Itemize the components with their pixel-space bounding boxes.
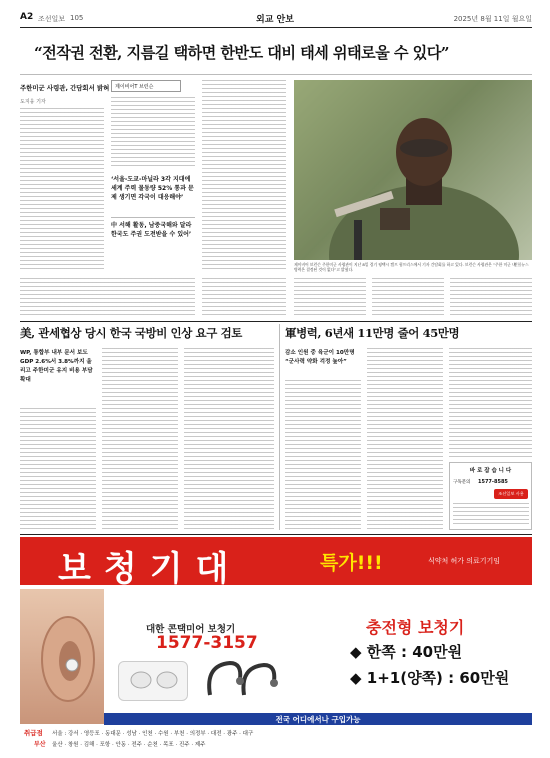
pullquote-label: 제이비어T 브런슨 [115,84,154,90]
ad-tag: 특가!!! [320,552,383,574]
page-header [20,10,532,24]
article-2-headline: 軍병력, 6년새 11만명 줄어 45만명 [285,326,460,340]
top-col-0b-text [20,278,195,318]
ear-photo [20,589,104,724]
correction-box [449,462,532,530]
dealer-list-2: 울산 · 창원 · 김해 · 포항 · 안동 · 전주 · 순천 · 목포 · 진주 · 제주 [52,742,206,748]
pullquote-divider [111,217,195,218]
price-2-value: 60만원 [459,669,510,687]
ad-blue-bar [104,713,532,725]
ad-rule [20,534,532,535]
issue-date: 2025년 8월 11일 월요일 [453,15,532,23]
top-col-6-text [450,278,532,318]
issue-number: 105 [70,14,84,22]
price-row-1 [350,641,462,662]
top-col-1-text [20,108,104,272]
top-col-1b-text [202,278,286,318]
page-number: A2 [20,12,34,22]
ad-product: 충전형 보청기 [366,618,465,637]
ear-icon [20,589,104,724]
section-title: 외교 안보 [256,15,294,25]
paper-name: 조선일보 [38,15,66,23]
hearing-aid-pair-icon [119,662,189,702]
headline-rule [20,74,532,75]
ad-footer-line: 전국 어디에서나 구입가능 [275,715,361,724]
price-row-2 [350,667,509,688]
dealer-list-1: 서울 : 강서 · 영등포 · 동대문 · 성남 · 인천 · 수원 · 부천 · 의정부 · 대전 · 광주 · 대구 [52,731,254,737]
hearing-aid-ad [20,537,532,750]
mid-rule [20,321,532,322]
correction-title: 바 로 잡 습 니 다 [469,468,512,474]
price-1-bullet-icon: ◆ [350,643,367,661]
top-headline: “전작권 전환, 지름길 택하면 한반도 대비 태세 위태로울 수 있다” [34,44,449,62]
photo-caption: 제이비어 브런슨 주한미군 사령관이 지난 8일 경기 평택시 캠프 험프리스에서 기자 간담회를 하고 있다. 브런슨 사령관은 “주한 미군 내 병력은 결정된 것이 없다”고 밝혔다. [294,262,516,272]
pullquote-1: ‘서울-도쿄-마닐라 3각 지대에 세계 주력 물동량 52% 통과 문제 생기면 각국이 대응해야’ [111,176,194,201]
correction-text [453,503,529,527]
dealer-row-1 [20,727,532,738]
dealer-label-1: 취급점 [24,729,43,737]
bte-hearing-aids [200,655,280,703]
article-1-col-3-text [184,348,274,530]
price-1-label: 한쪽 [366,643,396,661]
ad-headline [58,541,241,590]
bte-hearing-aid-icon [200,655,280,703]
phone-number: 1577-8585 [478,479,508,485]
price-2-colon: : [448,669,460,687]
service-badge [494,489,528,499]
general-photo [294,80,532,260]
photo-credit: 연합뉴스 [514,262,529,267]
top-col-4-text [294,278,366,318]
ad-brand: 대한 콘택미어 보청기 [146,624,236,635]
top-col-2-text-a [111,97,195,169]
ad-note: 식약처 허가 의료기기임 [428,557,501,565]
dealer-row-2 [20,738,532,749]
ad-phone: 1577-3157 [156,633,258,653]
article-2-col-2-text [367,348,443,530]
article-1-headline: 美, 관세협상 당시 한국 국방비 인상 요구 검토 [20,326,242,340]
price-1-value: 40만원 [412,643,463,661]
top-subhead: 주한미군 사령관, 간담회서 밝혀 [20,84,110,92]
price-2-label: 1+1(양쪽) [366,669,443,687]
article-1-col-2-text [102,348,178,530]
top-col-3-text [202,80,286,272]
article-2-col-1-text [285,380,361,530]
article-2-subhead: 감소 인원 중 육군이 10만명 “군사력 약화 걱정 높아” [285,350,355,365]
general-silhouette [294,80,532,260]
dealer-label-2: 부산 [34,741,46,748]
ad-red-banner [20,537,532,589]
charging-case [118,661,188,701]
price-2-bullet-icon: ◆ [350,669,367,687]
article-1-col-1-text [20,408,96,530]
article-1-subhead: WP, 통합부 내부 문서 보도 GDP 2.6%서 3.8%까지 올리고 주한미군 유지 비용 부담 확대 [20,350,93,383]
ad-headline-text: 보청기대 [58,549,242,589]
top-col-5-text [372,278,444,318]
header-rule [20,27,532,28]
article-2-col-3-text [449,348,532,458]
phone-label: 구독문의 [453,480,471,485]
price-1-colon: : [400,643,413,661]
pullquote-2: 中 서해 활동, 남중국해와 달라 한국도 주권 도전받을 수 있어’ [111,222,192,238]
column-divider [279,324,280,530]
pullquote-box [111,80,181,92]
service-badge-label: 조선일보 사용 [498,491,524,496]
top-byline: 도지웅 기자 [20,99,46,105]
